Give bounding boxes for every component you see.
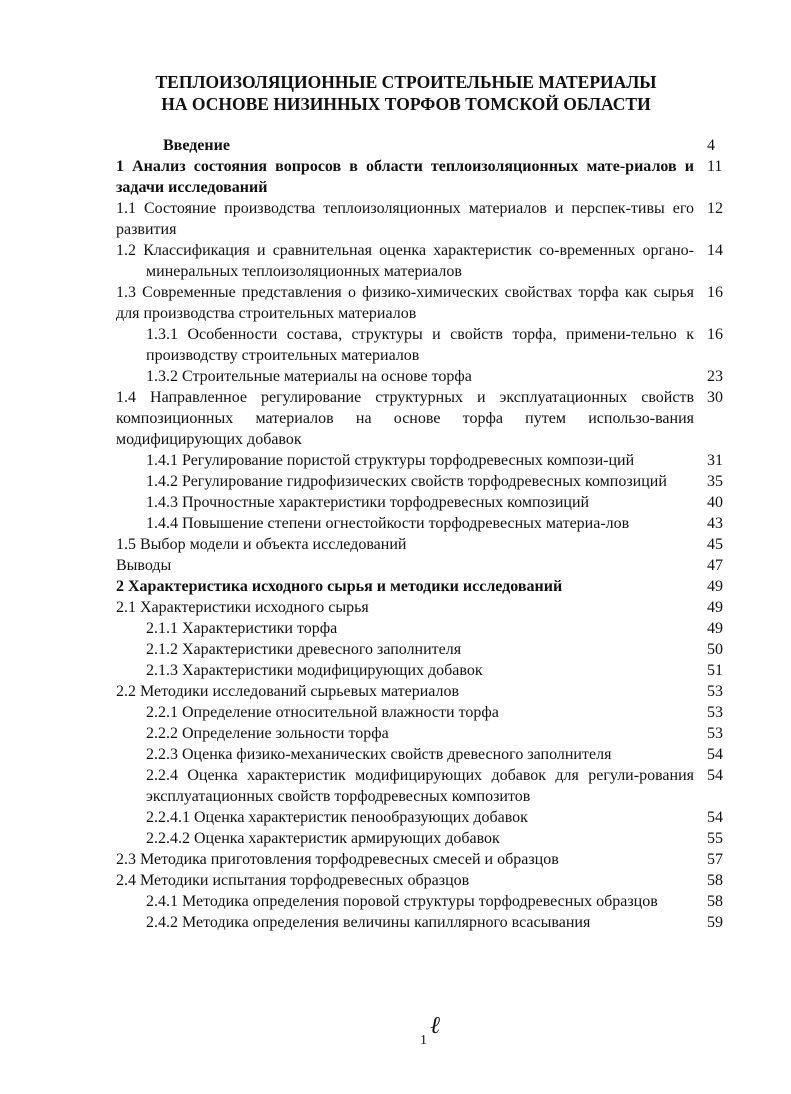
document-title xyxy=(116,71,696,115)
toc-page-number: 43 xyxy=(707,515,723,532)
toc-page-number: 53 xyxy=(707,704,723,721)
toc-entry: Введение 4 xyxy=(163,137,715,154)
page-footer xyxy=(420,1013,440,1051)
toc-page-number: 47 xyxy=(707,557,723,574)
toc-entry: 1.5 Выбор модели и объекта исследований 45 xyxy=(116,536,723,553)
toc-page-number: 31 xyxy=(707,452,723,469)
toc-entry: 2 Характеристика исходного сырья и методики исследований 49 xyxy=(116,578,723,595)
page-number: 1 xyxy=(420,1033,427,1048)
toc-page-number: 14 xyxy=(707,242,723,259)
toc-page-number: 12 xyxy=(707,200,723,217)
toc-entry: 2.2.2 Определение зольности торфа 53 xyxy=(146,725,723,742)
toc-entry: 2.1.1 Характеристики торфа 49 xyxy=(146,620,723,637)
toc-entry: 2.2.4.2 Оценка характеристик армирующих добавок 55 xyxy=(146,830,723,847)
toc-entry: 2.2.1 Определение относительной влажности торфа 53 xyxy=(146,704,723,721)
toc-entry: 1.4.3 Прочностные характеристики торфодревесных композиций 40 xyxy=(146,494,723,511)
title-line-2: НА ОСНОВЕ НИЗИННЫХ ТОРФОВ ТОМСКОЙ ОБЛАСТИ xyxy=(161,94,651,114)
toc-entry: 1.4.2 Регулирование гидрофизических свойств торфодревесных композиций 35 xyxy=(146,473,723,490)
toc-page-number: 49 xyxy=(707,578,723,595)
toc-entry: 1.3.1 Особенности состава, структуры и свойств торфа, примени-тельно к производству строительных материалов 16 xyxy=(146,326,723,364)
toc-entry: 2.1.3 Характеристики модифицирующих добавок 51 xyxy=(146,662,723,679)
toc-entry: 2.2.4 Оценка характеристик модифицирующих добавок для регули-рования эксплуатационных свойств торфодревесных композитов 54 xyxy=(146,767,723,805)
toc-entry: 2.1 Характеристики исходного сырья 49 xyxy=(116,599,723,616)
toc-entry: 2.1.2 Характеристики древесного заполнителя 50 xyxy=(146,641,723,658)
toc-entry: 1.4.4 Повышение степени огнестойкости торфодревесных материа-лов 43 xyxy=(146,515,723,532)
toc-entry: 2.2.4.1 Оценка характеристик пенообразующих добавок 54 xyxy=(146,809,723,826)
title-line-1: ТЕПЛОИЗОЛЯЦИОННЫЕ СТРОИТЕЛЬНЫЕ МАТЕРИАЛЫ xyxy=(155,72,657,92)
toc-page-number: 35 xyxy=(707,473,723,490)
toc-page-number: 23 xyxy=(707,368,723,385)
toc-page-number: 11 xyxy=(707,158,723,175)
toc-entry: 1.3.2 Строительные материалы на основе торфа 23 xyxy=(146,368,723,385)
toc-page-number: 59 xyxy=(707,914,723,931)
toc-page-number: 16 xyxy=(707,284,723,301)
toc-entry: 1.4 Направленное регулирование структурных и эксплуатационных свойств композиционных материалов на основе торфа путем использо-вания модифицирующих добавок 30 xyxy=(116,389,723,448)
toc-entry: 1.1 Состояние производства теплоизоляционных материалов и перспек-тивы его развития 12 xyxy=(116,200,723,238)
toc-entry: 2.4.1 Методика определения поровой структуры торфодревесных образцов 58 xyxy=(146,893,723,910)
table-of-contents xyxy=(0,135,791,933)
toc-page-number: 16 xyxy=(707,326,723,343)
toc-entry: 2.2.3 Оценка физико-механических свойств древесного заполнителя 54 xyxy=(146,746,723,763)
toc-entry: 1.3 Современные представления о физико-химических свойствах торфа как сырья для производства строительных материалов 16 xyxy=(116,284,723,322)
toc-page-number: 54 xyxy=(707,809,723,826)
toc-entry: 1 Анализ состояния вопросов в области теплоизоляционных мате-риалов и задачи исследований 11 xyxy=(116,158,723,196)
toc-page-number: 57 xyxy=(707,851,723,868)
toc-page-number: 30 xyxy=(707,389,723,406)
toc-page-number: 40 xyxy=(707,494,723,511)
toc-entry: 2.4.2 Методика определения величины капиллярного всасывания 59 xyxy=(146,914,723,931)
toc-page-number: 4 xyxy=(707,137,715,154)
toc-entry: Выводы 47 xyxy=(116,557,723,574)
toc-entry: 1.2 Классификация и сравнительная оценка характеристик со-временных органо-минеральных теплоизоляционных материалов 14 xyxy=(116,242,723,280)
toc-page-number: 45 xyxy=(707,536,723,553)
toc-page-number: 49 xyxy=(707,599,723,616)
handwritten-signature: ℓ xyxy=(430,1013,440,1039)
toc-entry: 2.4 Методики испытания торфодревесных образцов 58 xyxy=(116,872,723,889)
toc-page-number: 58 xyxy=(707,893,723,910)
toc-page-number: 55 xyxy=(707,830,723,847)
toc-page-number: 58 xyxy=(707,872,723,889)
toc-page-number: 49 xyxy=(707,620,723,637)
toc-page-number: 53 xyxy=(707,725,723,742)
toc-entry: 2.3 Методика приготовления торфодревесных смесей и образцов 57 xyxy=(116,851,723,868)
toc-page-number: 51 xyxy=(707,662,723,679)
toc-page-number: 54 xyxy=(707,767,723,784)
toc-page-number: 50 xyxy=(707,641,723,658)
toc-entry: 1.4.1 Регулирование пористой структуры торфодревесных компози-ций 31 xyxy=(146,452,723,469)
toc-entry: 2.2 Методики исследований сырьевых материалов 53 xyxy=(116,683,723,700)
toc-page-number: 53 xyxy=(707,683,723,700)
toc-page-number: 54 xyxy=(707,746,723,763)
